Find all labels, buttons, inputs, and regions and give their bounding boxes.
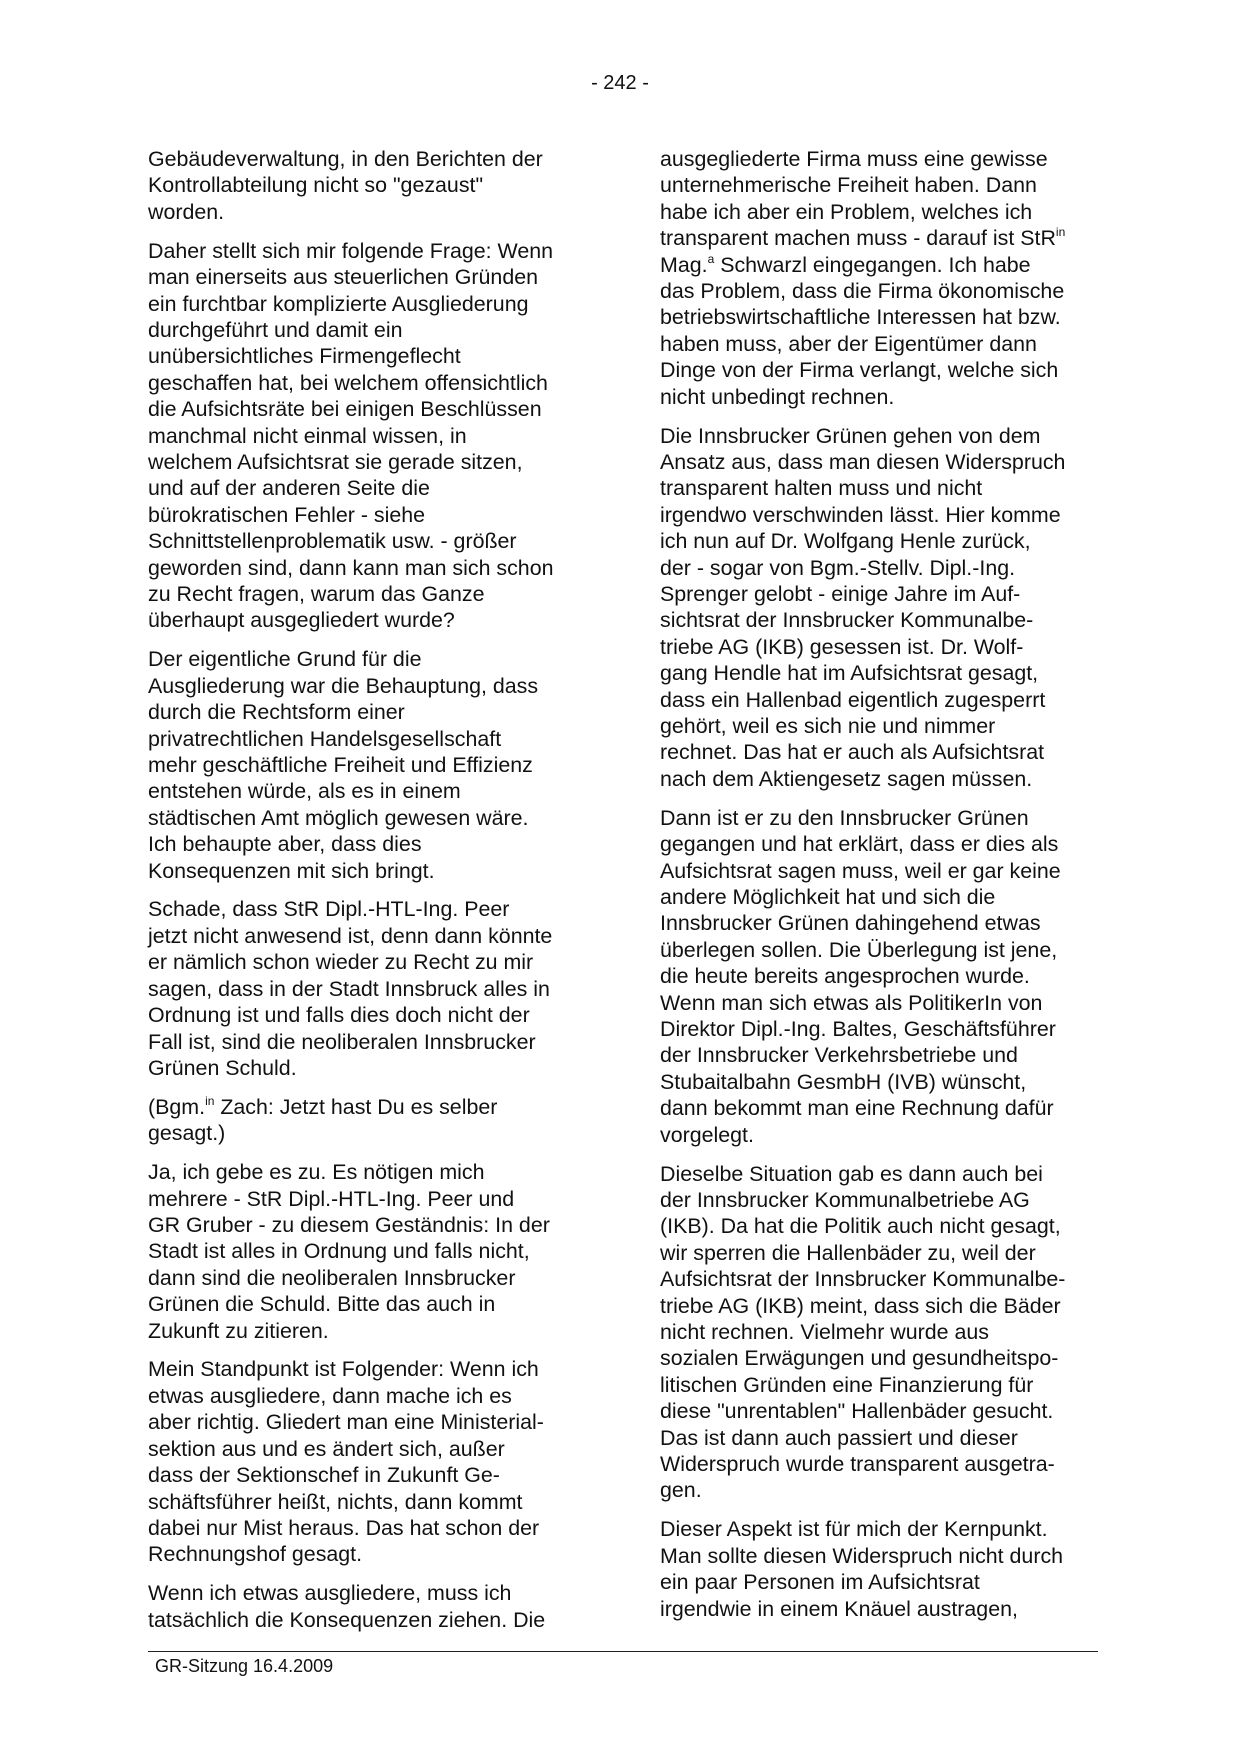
text-line: Ordnung ist und falls dies doch nicht der <box>148 1003 530 1028</box>
text-line <box>660 225 1096 251</box>
text-line: städtischen Amt möglich gewesen wäre. <box>148 805 529 830</box>
text-line: die Aufsichtsräte bei einigen Beschlüssen <box>148 397 542 422</box>
text-line: dabei nur Mist heraus. Das hat schon der <box>148 1515 540 1540</box>
text-line: überhaupt ausgegliedert wurde? <box>148 608 455 633</box>
paragraph <box>148 238 584 634</box>
footer-text: GR-Sitzung 16.4.2009 <box>155 1656 334 1676</box>
text-line: nicht unbedingt rechnen. <box>660 384 895 409</box>
text-line: andere Möglichkeit hat und sich die <box>660 884 996 909</box>
text-line: Der eigentliche Grund für die <box>148 647 422 672</box>
text-line: sagen, dass in der Stadt Innsbruck alles in <box>148 976 550 1001</box>
text-line: Daher stellt sich mir folgende Frage: Wenn <box>148 238 554 263</box>
text-line: die heute bereits angesprochen wurde. <box>660 964 1030 989</box>
text-line: aber richtig. Gliedert man eine Ministerial- <box>148 1410 544 1435</box>
text-line: manchmal nicht einmal wissen, in <box>148 423 467 448</box>
text-line: haben muss, aber der Eigentümer dann <box>660 331 1037 356</box>
left-column <box>148 146 584 1646</box>
text-line: sichtsrat der Innsbrucker Kommunalbe- <box>660 608 1034 633</box>
text-line: worden. <box>148 199 225 224</box>
text-line: Ansatz aus, dass man diesen Widerspruch <box>660 449 1066 474</box>
paragraph <box>660 1516 1096 1622</box>
text-line: Aufsichtsrat der Innsbrucker Kommunalbe- <box>660 1267 1066 1292</box>
text-line: er nämlich schon wieder zu Recht zu mir <box>148 950 534 975</box>
text-line: GR Gruber - zu diesem Geständnis: In der <box>148 1212 550 1237</box>
text-line: sektion aus und es ändert sich, außer <box>148 1436 505 1461</box>
text-line: Sprenger gelobt - einige Jahre im Auf- <box>660 582 1021 606</box>
text-line: dann bekommt man eine Rechnung dafür <box>660 1096 1054 1121</box>
text-run: Zach: Jetzt hast Du es selber <box>214 1094 498 1119</box>
text-line: wir sperren die Hallenbäder zu, weil der <box>660 1240 1036 1265</box>
superscript: in <box>1055 225 1066 240</box>
text-line: Die Innsbrucker Grünen gehen von dem <box>660 423 1041 448</box>
text-run: Schwarzl eingegangen. Ich habe <box>714 252 1031 277</box>
text-line: transparent halten muss und nicht <box>660 476 983 501</box>
text-line: ein paar Personen im Aufsichtsrat <box>660 1570 980 1595</box>
text-line: nach dem Aktiengesetz sagen müssen. <box>660 766 1033 791</box>
text-line: Ich behaupte aber, dass dies <box>148 832 422 857</box>
paragraph <box>148 1580 584 1633</box>
interjection-paragraph <box>148 1094 584 1147</box>
text-line: schäftsführer heißt, nichts, dann kommt <box>148 1489 523 1514</box>
text-line: der Innsbrucker Verkehrsbetriebe und <box>660 1043 1018 1068</box>
text-line: litischen Gründen eine Finanzierung für <box>660 1372 1034 1397</box>
text-line: Konsequenzen mit sich bringt. <box>148 858 435 883</box>
text-line: Zukunft zu zitieren. <box>148 1318 329 1343</box>
superscript: a <box>707 251 715 266</box>
superscript: in <box>205 1093 215 1108</box>
text-line: mehr geschäftliche Freiheit und Effizienz <box>148 752 533 777</box>
text-line: sozialen Erwägungen und gesundheitspo- <box>660 1346 1059 1371</box>
text-line: Schade, dass StR Dipl.-HTL-Ing. Peer <box>148 897 510 922</box>
text-line: welchem Aufsichtsrat sie gerade sitzen, <box>148 449 523 474</box>
text-line: Das ist dann auch passiert und dieser <box>660 1425 1018 1450</box>
text-line: überlegen sollen. Die Überlegung ist jene, <box>660 937 1058 962</box>
text-line: gesagt.) <box>148 1121 226 1146</box>
text-line: Man sollte diesen Widerspruch nicht durch <box>660 1543 1064 1568</box>
text-line: betriebswirtschaftliche Interessen hat bzw. <box>660 305 1061 330</box>
text-line: Rechnungshof gesagt. <box>148 1542 363 1567</box>
text-line <box>148 1094 584 1120</box>
text-line: irgendwie in einem Knäuel austragen, <box>660 1596 1018 1621</box>
text-line: gang Hendle hat im Aufsichtsrat gesagt, <box>660 661 1039 686</box>
text-line: Stubaitalbahn GesmbH (IVB) wünscht, <box>660 1069 1027 1094</box>
text-line: gen. <box>660 1478 702 1503</box>
right-column <box>660 146 1096 1634</box>
text-line: Widerspruch wurde transparent ausgetra- <box>660 1452 1055 1476</box>
text-line: (IKB). Da hat die Politik auch nicht gesagt, <box>660 1214 1061 1239</box>
text-line: Dieselbe Situation gab es dann auch bei <box>660 1161 1043 1186</box>
paragraph <box>148 1356 584 1567</box>
text-line: das Problem, dass die Firma ökonomische <box>660 279 1065 304</box>
text-line: Dann ist er zu den Innsbrucker Grünen <box>660 805 1029 830</box>
text-line: geschaffen hat, bei welchem offensichtlich <box>148 370 548 395</box>
text-line: etwas ausgliedere, dann mache ich es <box>148 1383 512 1408</box>
page-number: - 242 - <box>591 72 649 94</box>
text-run: transparent machen muss - darauf ist StR <box>660 226 1056 251</box>
text-line: gehört, weil es sich nie und nimmer <box>660 714 996 739</box>
paragraph <box>148 1159 584 1344</box>
text-line <box>660 252 1096 278</box>
text-line: Schnittstellenproblematik usw. - größer <box>148 529 517 554</box>
text-line: mehrere - StR Dipl.-HTL-Ing. Peer und <box>148 1186 515 1211</box>
text-line: unternehmerische Freiheit haben. Dann <box>660 173 1037 198</box>
text-line: diese "unrentablen" Hallenbäder gesucht. <box>660 1399 1054 1424</box>
text-line: dass ein Hallenbad eigentlich zugesperrt <box>660 687 1046 712</box>
paragraph <box>148 896 584 1081</box>
text-line: zu Recht fragen, warum das Ganze <box>148 582 485 606</box>
text-line: ein furchtbar komplizierte Ausgliederung <box>148 291 529 316</box>
text-line: ausgegliederte Firma muss eine gewisse <box>660 147 1048 171</box>
text-line: Ausgliederung war die Behauptung, dass <box>148 673 539 698</box>
text-line: jetzt nicht anwesend ist, denn dann könnte <box>148 923 553 948</box>
paragraph <box>660 146 1096 410</box>
text-line: Mein Standpunkt ist Folgender: Wenn ich <box>148 1357 539 1382</box>
text-line: unübersichtliches Firmengeflecht <box>148 344 461 369</box>
paragraph <box>660 805 1096 1148</box>
text-line: Ja, ich gebe es zu. Es nötigen mich <box>148 1160 485 1185</box>
text-line: Fall ist, sind die neoliberalen Innsbrucker <box>148 1029 536 1054</box>
paragraph <box>660 423 1096 793</box>
text-line: privatrechtlichen Handelsgesellschaft <box>148 726 502 751</box>
paragraph <box>148 646 584 884</box>
text-line: man einerseits aus steuerlichen Gründen <box>148 265 539 290</box>
text-line: Dinge von der Firma verlangt, welche sich <box>660 358 1059 383</box>
text-run: Mag. <box>660 252 708 277</box>
text-line: dass der Sektionschef in Zukunft Ge- <box>148 1463 500 1488</box>
text-line: entstehen würde, als es in einem <box>148 779 461 804</box>
text-line: triebe AG (IKB) gesessen ist. Dr. Wolf- <box>660 634 1024 659</box>
text-line: Wenn man sich etwas als PolitikerIn von <box>660 990 1043 1015</box>
text-line: durchgeführt und damit ein <box>148 317 403 342</box>
text-line: Wenn ich etwas ausgliedere, muss ich <box>148 1581 512 1606</box>
text-line: habe ich aber ein Problem, welches ich <box>660 199 1033 224</box>
text-line: Stadt ist alles in Ordnung und falls nicht, <box>148 1239 530 1264</box>
paragraph <box>148 146 584 225</box>
text-line: Grünen Schuld. <box>148 1055 297 1080</box>
text-line: Aufsichtsrat sagen muss, weil er gar keine <box>660 858 1061 883</box>
text-line: Direktor Dipl.-Ing. Baltes, Geschäftsführer <box>660 1017 1056 1041</box>
text-line: Dieser Aspekt ist für mich der Kernpunkt. <box>660 1517 1048 1542</box>
text-line: irgendwo verschwinden lässt. Hier komme <box>660 502 1061 527</box>
text-line: und auf der anderen Seite die <box>148 476 430 501</box>
text-line: nicht rechnen. Vielmehr wurde aus <box>660 1319 989 1344</box>
text-line: durch die Rechtsform einer <box>148 700 405 725</box>
text-line: rechnet. Das hat er auch als Aufsichtsrat <box>660 740 1045 765</box>
footer-divider <box>148 1651 1098 1652</box>
text-line: der - sogar von Bgm.-Stellv. Dipl.-Ing. <box>660 555 1016 580</box>
text-line: tatsächlich die Konsequenzen ziehen. Die <box>148 1607 546 1632</box>
text-line: gegangen und hat erklärt, dass er dies als <box>660 832 1059 857</box>
text-line: der Innsbrucker Kommunalbetriebe AG <box>660 1187 1030 1212</box>
text-line: vorgelegt. <box>660 1122 754 1147</box>
text-line: Grünen die Schuld. Bitte das auch in <box>148 1292 496 1317</box>
text-line: Innsbrucker Grünen dahingehend etwas <box>660 911 1041 936</box>
text-line: dann sind die neoliberalen Innsbrucker <box>148 1265 516 1290</box>
paragraph <box>660 1161 1096 1504</box>
text-line: Kontrollabteilung nicht so "gezaust" <box>148 173 484 198</box>
text-line: ich nun auf Dr. Wolfgang Henle zurück, <box>660 529 1031 554</box>
text-run: (Bgm. <box>148 1094 206 1119</box>
text-line: geworden sind, dann kann man sich schon <box>148 555 554 580</box>
text-line: triebe AG (IKB) meint, dass sich die Bäder <box>660 1293 1061 1318</box>
text-line: Gebäudeverwaltung, in den Berichten der <box>148 147 543 171</box>
text-line: bürokratischen Fehler - siehe <box>148 502 426 527</box>
